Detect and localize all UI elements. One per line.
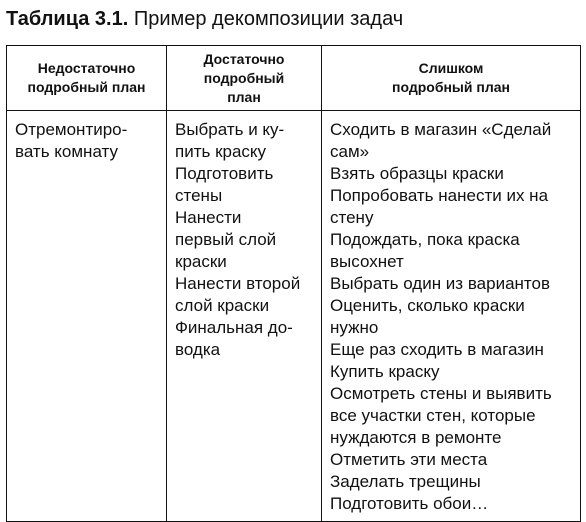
list-item: Выбрать один из вариантов xyxy=(330,274,550,293)
list-item: Финальная до- водка xyxy=(175,318,293,359)
header-sufficient-plan: Достаточно подробный план xyxy=(167,46,322,111)
table-header-row xyxy=(7,46,581,111)
list-item: Попробовать нанести их на стену xyxy=(330,186,549,227)
cell-excessive-plan xyxy=(322,111,581,522)
list-item: Подождать, пока краска высохнет xyxy=(330,230,520,271)
list-item: Сходить в магазин «Сделай сам» xyxy=(330,120,552,161)
list-item: Взять образцы краски xyxy=(330,164,504,183)
table-title: Пример декомпозиции задач xyxy=(128,8,404,30)
list-item: Отметить эти места xyxy=(330,450,488,469)
decomposition-table xyxy=(6,45,581,522)
header-insufficient-plan: Недостаточно подробный план xyxy=(7,46,167,111)
cell-sufficient-plan xyxy=(167,111,322,522)
table-row xyxy=(7,111,581,522)
list-item: Подготовить стены xyxy=(175,164,274,205)
list-item: Осмотреть стены и выявить все участки стен, которые нуждаются в ремонте xyxy=(330,384,552,447)
cell-insufficient-plan xyxy=(7,111,167,522)
list-item: Подготовить обои… xyxy=(330,494,489,513)
list-item: Выбрать и ку- пить краску xyxy=(175,120,285,161)
list-item: Отремонтиро- вать комнату xyxy=(15,120,128,161)
list-item: Нанести первый слой краски xyxy=(175,208,277,271)
header-excessive-plan: Слишком подробный план xyxy=(322,46,581,111)
list-item: Купить краску xyxy=(330,362,440,381)
list-item: Нанести второй слой краски xyxy=(175,274,301,315)
table-number: Таблица 3.1. xyxy=(6,8,129,30)
list-item: Оценить, сколько краски нужно xyxy=(330,296,525,337)
list-item: Заделать трещины xyxy=(330,472,481,491)
table-caption xyxy=(6,5,403,33)
list-item: Еще раз сходить в магазин xyxy=(330,340,544,359)
